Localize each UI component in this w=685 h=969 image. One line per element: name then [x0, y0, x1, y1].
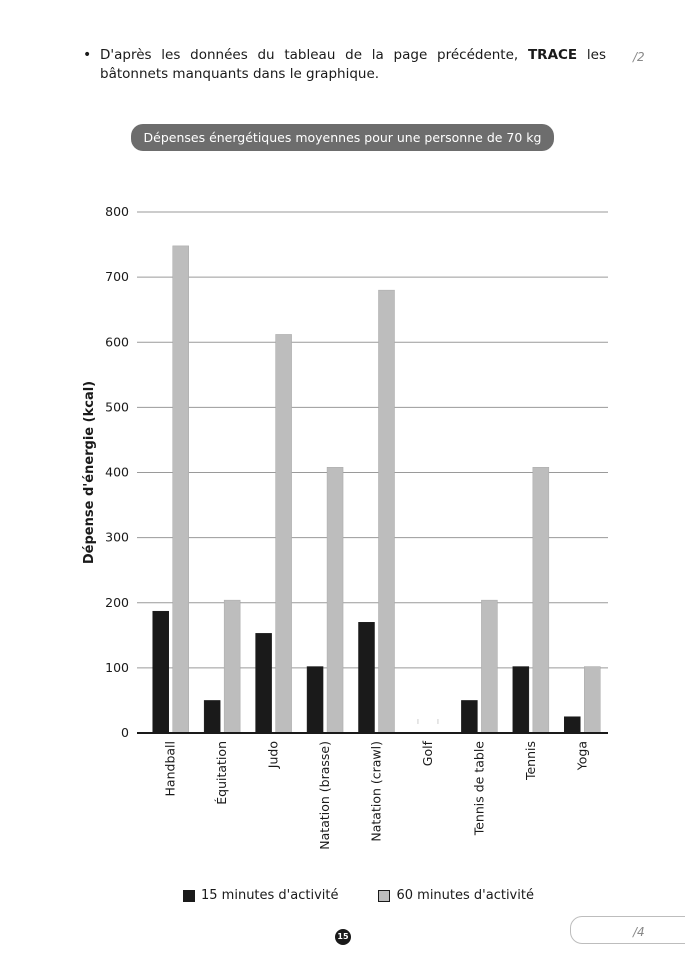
legend-label-60min: 60 minutes d'activité	[396, 888, 534, 903]
x-tick-label: Équitation	[214, 741, 230, 805]
chart-title: Dépenses énergétiques moyennes pour une personne de 70 kg	[131, 124, 554, 151]
bar	[564, 717, 580, 733]
y-tick-label: 200	[105, 594, 129, 610]
x-tick-label: Tennis	[522, 741, 538, 781]
y-tick-label: 700	[105, 269, 129, 285]
bar	[153, 611, 169, 733]
bar	[276, 334, 292, 733]
legend-swatch-15min	[183, 890, 195, 902]
bar	[513, 667, 529, 733]
score-bottom: /4	[633, 925, 645, 939]
bar	[481, 600, 497, 733]
x-tick-label: Golf	[419, 741, 435, 767]
bar	[307, 667, 323, 733]
instruction-text-end: les bâtonnets manquants dans le graphique.	[100, 47, 607, 82]
score-box	[570, 916, 685, 944]
x-tick-label: Natation (brasse)	[317, 741, 333, 850]
y-tick-label: 800	[105, 204, 129, 219]
instruction-text-start: D'après les données du tableau de la page précédente,	[100, 47, 528, 63]
bar	[461, 700, 477, 733]
bar	[533, 467, 549, 733]
legend-item-15min	[183, 888, 338, 903]
bar	[224, 600, 240, 733]
y-tick-label: 500	[105, 399, 129, 415]
y-axis-label: Dépense d'énergie (kcal)	[82, 380, 97, 565]
bar	[204, 700, 220, 733]
bar	[256, 633, 272, 733]
legend-swatch-60min	[378, 890, 390, 902]
bar	[173, 246, 189, 733]
y-tick-label: 0	[121, 725, 129, 740]
bar	[359, 622, 375, 733]
y-tick-label: 300	[105, 529, 129, 545]
x-tick-label: Natation (crawl)	[368, 741, 384, 842]
legend-label-15min: 15 minutes d'activité	[201, 888, 339, 903]
x-tick-label: Tennis de table	[471, 741, 487, 836]
page-number: 15	[335, 929, 351, 945]
y-tick-label: 100	[105, 659, 129, 675]
x-tick-label: Yoga	[574, 741, 590, 771]
legend-item-60min	[378, 888, 533, 903]
score-top: /2	[633, 50, 645, 64]
y-tick-label: 400	[105, 464, 129, 480]
x-tick-label: Handball	[162, 741, 178, 797]
x-tick-label: Judo	[265, 741, 281, 769]
bar	[379, 290, 395, 733]
bullet: •	[83, 47, 92, 63]
bar	[327, 467, 343, 733]
instruction-emphasis: TRACE	[527, 47, 578, 63]
y-tick-label: 600	[105, 334, 129, 350]
bar	[584, 667, 600, 733]
chart-legend	[183, 888, 574, 903]
